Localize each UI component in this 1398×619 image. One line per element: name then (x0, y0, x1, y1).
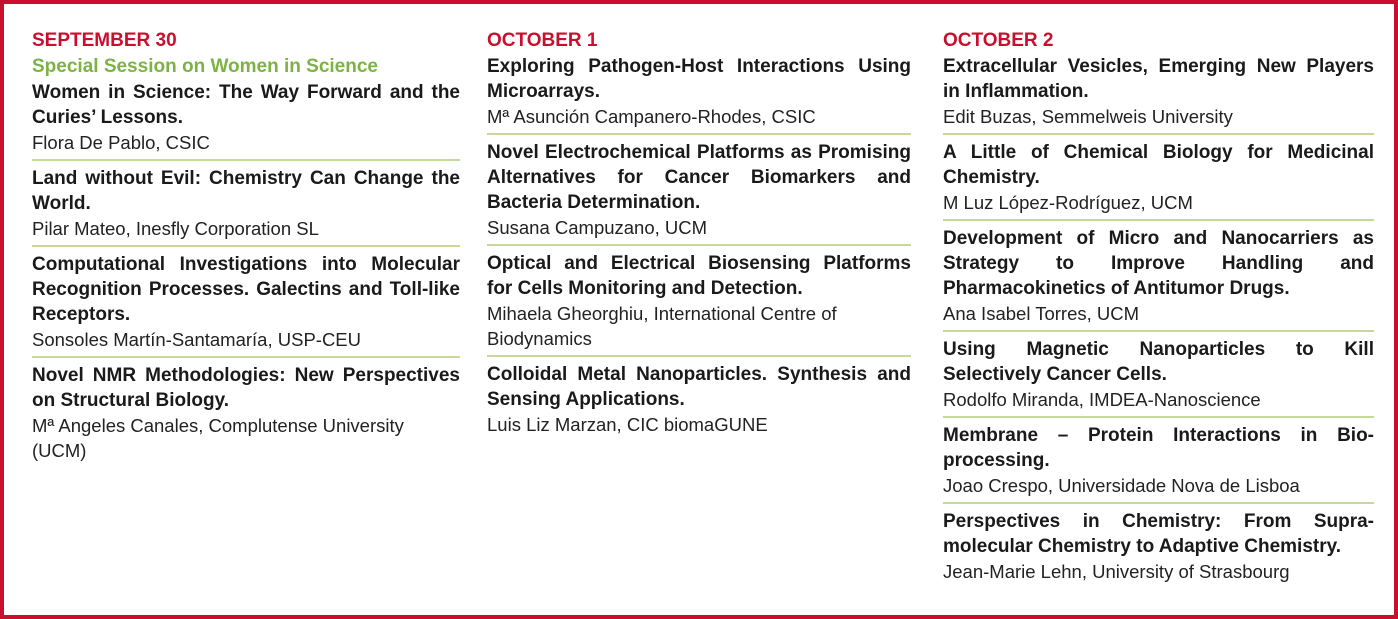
talk-title: Women in Science: The Way Forward and the Curies’ Lessons. (32, 82, 460, 128)
column-october-2 (943, 28, 1374, 588)
talk-title: Colloidal Metal Nanoparticles. Synthesis and Sensing Applications. (487, 364, 911, 410)
column-october-1 (487, 28, 911, 441)
talk-item (943, 330, 1374, 416)
talk-title: Land without Evil: Chemistry Can Change the World. (32, 168, 460, 214)
talk-item (487, 133, 911, 244)
talk-title: A Little of Chemical Biology for Medicinal Chemistry. (943, 142, 1374, 188)
talk-title: Optical and Electrical Biosensing Platforms for Cells Monitoring and Detection. (487, 253, 911, 299)
talk-speaker: Mihaela Gheorghiu, International Centre of Biodynamics (487, 303, 837, 349)
session-heading: Special Session on Women in Science (32, 56, 378, 77)
talk-speaker: Pilar Mateo, Inesfly Corporation SL (32, 218, 319, 239)
talk-item (943, 502, 1374, 588)
talk-item (943, 219, 1374, 330)
talk-speaker: Susana Campuzano, UCM (487, 217, 708, 238)
talk-speaker: Jean-Marie Lehn, University of Strasbourg (943, 561, 1290, 582)
talk-item (487, 244, 911, 355)
talk-title: Perspectives in Chemistry: From Supra-molecular Chemistry to Adaptive Chemistry. (943, 511, 1374, 557)
talk-item (32, 356, 460, 467)
talk-title: Exploring Pathogen-Host Interactions Using Microarrays. (487, 56, 911, 102)
talk-item (32, 159, 460, 245)
talk-title: Development of Micro and Nanocarriers as Strategy to Improve Handling and Pharmacokinetics of Antitumor Drugs. (943, 228, 1374, 299)
day-heading: OCTOBER 1 (487, 30, 598, 51)
talk-item (487, 54, 911, 133)
column-september-30 (32, 28, 460, 467)
talk-speaker: Luis Liz Marzan, CIC biomaGUNE (487, 414, 768, 435)
talk-speaker: Rodolfo Miranda, IMDEA-Nanoscience (943, 389, 1261, 410)
talk-title: Computational Investigations into Molecular Recognition Processes. Galectins and Toll-like Receptors. (32, 254, 460, 325)
talk-item (943, 54, 1374, 133)
talk-item (487, 355, 911, 441)
talk-item (943, 133, 1374, 219)
day-heading: OCTOBER 2 (943, 30, 1054, 51)
talk-speaker: Edit Buzas, Semmelweis University (943, 106, 1233, 127)
talk-speaker: Mª Angeles Canales, Complutense University (UCM) (32, 415, 404, 461)
talk-title: Using Magnetic Nanoparticles to Kill Selectively Cancer Cells. (943, 339, 1374, 385)
day-heading: SEPTEMBER 30 (32, 30, 177, 51)
talk-item (32, 80, 460, 159)
talk-item (32, 245, 460, 356)
talk-title: Novel Electrochemical Platforms as Promising Alternatives for Cancer Biomarkers and Bacteria Determination. (487, 142, 911, 213)
talk-speaker: Flora De Pablo, CSIC (32, 132, 210, 153)
talk-speaker: Sonsoles Martín-Santamaría, USP-CEU (32, 329, 362, 350)
talk-speaker: Ana Isabel Torres, UCM (943, 303, 1140, 324)
talk-title: Extracellular Vesicles, Emerging New Players in Inflammation. (943, 56, 1374, 102)
talk-speaker: Mª Asunción Campanero-Rhodes, CSIC (487, 106, 816, 127)
talk-item (943, 416, 1374, 502)
talk-speaker: M Luz López-Rodríguez, UCM (943, 192, 1193, 213)
talk-title: Membrane – Protein Interactions in Bio-processing. (943, 425, 1374, 471)
talk-title: Novel NMR Methodologies: New Perspectives on Structural Biology. (32, 365, 460, 411)
talk-speaker: Joao Crespo, Universidade Nova de Lisboa (943, 475, 1300, 496)
